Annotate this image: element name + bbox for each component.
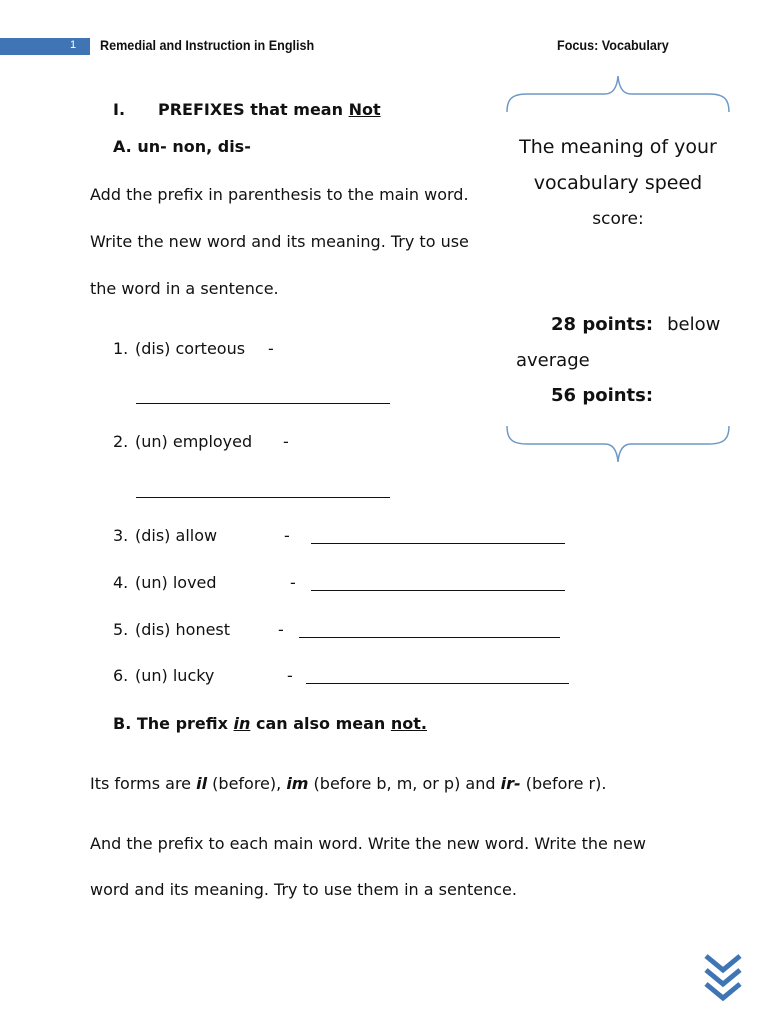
- callout-line: The meaning of your: [519, 136, 717, 158]
- part-b-heading-start: B. The prefix: [113, 714, 234, 733]
- list-item-number: 3.: [113, 526, 129, 545]
- list-item-word: (un) employed: [135, 432, 253, 451]
- list-item-dash: -: [283, 432, 289, 451]
- list-item-dash: -: [268, 339, 274, 358]
- forms-text: (before r).: [520, 774, 607, 793]
- header-title: Remedial and Instruction in English: [100, 37, 315, 53]
- callout-bottom-brace: [505, 422, 731, 466]
- list-item-dash: -: [284, 526, 290, 545]
- part-b-instruction-line: And the prefix to each main word. Write the new word. Write the new: [90, 834, 646, 853]
- forms-ir: ir-: [500, 774, 521, 793]
- triple-chevron-down-icon: [702, 950, 744, 1002]
- answer-blank[interactable]: [306, 683, 569, 684]
- section-numeral: I.: [113, 100, 126, 119]
- part-b-heading-middle: can also mean: [250, 714, 391, 733]
- forms-text: Its forms are: [90, 774, 197, 793]
- answer-blank[interactable]: [311, 543, 565, 544]
- list-item-dash: -: [287, 666, 293, 685]
- section-heading-underlined: Not: [348, 100, 381, 119]
- part-a-heading: A. un- non, dis-: [113, 137, 251, 156]
- part-b-instruction-line: word and its meaning. Try to use them in a sentence.: [90, 880, 517, 899]
- callout-line: vocabulary speed: [533, 172, 703, 194]
- forms-il: il: [196, 774, 208, 793]
- callout-line: score:: [592, 209, 644, 229]
- list-item-word: (dis) honest: [135, 620, 231, 639]
- list-item-word: (dis) allow: [135, 526, 218, 545]
- page-number: 1: [70, 39, 77, 51]
- score-row-1: [551, 314, 720, 335]
- list-item-number: 5.: [113, 620, 129, 639]
- part-a-instruction-line: the word in a sentence.: [90, 279, 279, 298]
- answer-blank[interactable]: [136, 403, 390, 404]
- callout-top-brace: [505, 72, 731, 116]
- list-item-dash: -: [278, 620, 284, 639]
- score-points: 28 points:: [551, 314, 654, 335]
- section-heading: [158, 100, 381, 119]
- answer-blank[interactable]: [299, 637, 560, 638]
- part-b-heading: [113, 714, 427, 733]
- part-b-heading-prefix: in: [233, 714, 251, 733]
- list-item-number: 2.: [113, 432, 129, 451]
- part-b-forms: [90, 774, 606, 793]
- part-a-instruction-line: Add the prefix in parenthesis to the main word.: [90, 185, 469, 204]
- forms-text: (before b, m, or p) and: [308, 774, 501, 793]
- list-item-word: (un) loved: [135, 573, 217, 592]
- answer-blank[interactable]: [311, 590, 565, 591]
- list-item-dash: -: [290, 573, 296, 592]
- forms-text: (before),: [207, 774, 287, 793]
- part-a-instruction-line: Write the new word and its meaning. Try to use: [90, 232, 469, 251]
- section-heading-text: PREFIXES that mean: [158, 100, 349, 119]
- score-description: average: [516, 350, 590, 371]
- forms-im: im: [286, 774, 309, 793]
- header-focus: Focus: Vocabulary: [557, 37, 669, 53]
- header-accent-bar: [0, 38, 90, 55]
- part-b-heading-end: not.: [390, 714, 427, 733]
- score-description: below: [667, 314, 721, 335]
- score-points: 56 points:: [551, 385, 654, 406]
- list-item-number: 1.: [113, 339, 129, 358]
- list-item-number: 6.: [113, 666, 129, 685]
- list-item-number: 4.: [113, 573, 129, 592]
- answer-blank[interactable]: [136, 497, 390, 498]
- list-item-word: (dis) corteous: [135, 339, 246, 358]
- list-item-word: (un) lucky: [135, 666, 215, 685]
